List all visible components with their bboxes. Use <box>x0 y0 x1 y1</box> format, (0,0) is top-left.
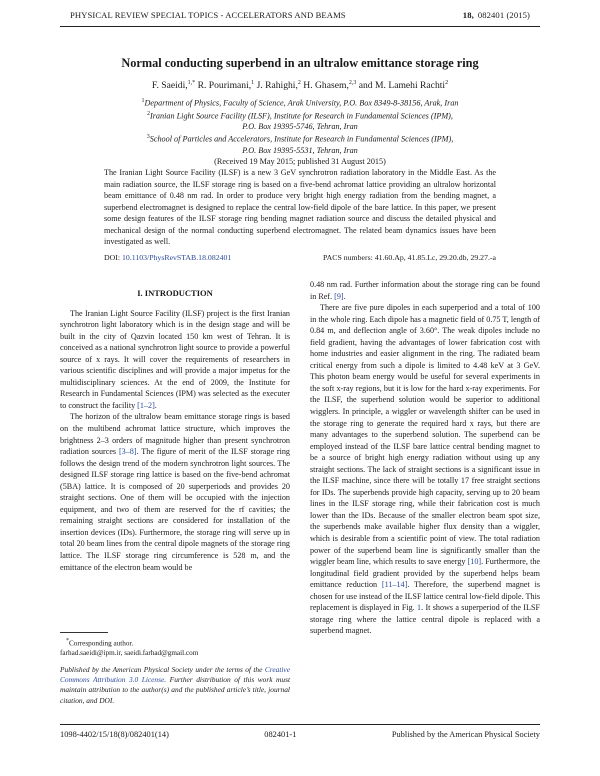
journal-name: PHYSICAL REVIEW SPECIAL TOPICS - ACCELERATORS AND BEAMS <box>70 10 346 20</box>
issn-code: 1098-4402/15/18(8)/082401(14) <box>60 730 169 739</box>
header-divider <box>60 26 540 27</box>
figure-link[interactable]: 1 <box>417 603 422 613</box>
citation-link[interactable]: [1–2] <box>137 400 155 410</box>
license-notice: Published by the American Physical Society under the terms of the Creative Commons Attribution 3.0 License. Further distribution of this work must maintain attribution to the author(s) and the published article’s title, journal citation, and DOI. <box>60 665 291 705</box>
citation-link[interactable]: [10] <box>467 557 482 567</box>
author-affil-mark: 1 <box>251 80 255 86</box>
author-name: J. Rahighi, <box>256 80 298 92</box>
abstract: The Iranian Light Source Facility (ILSF) is a new 3 GeV synchrotron radiation laboratory in the Middle East. As the main radiation source, the ILSF storage ring is based on a five-bend achromat lattice providing an ultralow horizontal beam emittance of 0.48 nm rad. In order to produce very bright high energy radiation from the bending magnet, a superbend electromagnet is designed to replace the central low-field dipole of the bare lattice. In this paper, we present some design features of the ILSF storage ring bending magnet radiation source and discuss the detailed physical and mechanical design of the normal conducting superbend electromagnet. The related beam dynamics issues have been investigated as well. <box>104 168 496 246</box>
doi-link[interactable]: 10.1103/PhysRevSTAB.18.082401 <box>121 253 232 262</box>
right-column <box>310 279 540 637</box>
section-heading: I. INTRODUCTION <box>137 288 213 298</box>
volume-info <box>463 10 530 20</box>
affiliations <box>60 96 540 167</box>
running-header <box>70 10 530 20</box>
author-affil-mark: 2,3 <box>348 80 357 86</box>
author-affil-mark: 1,* <box>187 80 196 86</box>
paragraph: The horizon of the ultralow beam emittance storage rings is based on the multibend achromat lattice structure, which improves the brightness 2–3 orders of magnitude higher than present synchrotron radiation sources [3–8]. The figure of merit of the ILSF storage ring follows the design trend of the modern synchrotron light sources. The designed ILSF storage ring lattice is based on the five-bend achromat (5BA) lattice. It is composed of 20 superperiods and provides 20 straight sections. One of them will be occupied with the injection equipment, and two of them are reserved for the rf cavities; the remaining straight sections are considered for installation of the insertion devices (IDs). Furthermore, the storage ring will serve up in total 20 beam lines from the central dipole magnets of the storage ring lattice. The ILSF storage ring circumference is 528 m, and the emittance of the electron beam would be <box>60 412 290 572</box>
citation-link[interactable]: [11–14] <box>381 580 408 590</box>
page-number: 082401-1 <box>264 730 297 739</box>
doi-line <box>104 253 496 262</box>
author-name: and M. Lamehi Rachti <box>358 80 446 92</box>
author-affil-mark: 2 <box>445 80 449 86</box>
page-footer <box>60 730 540 739</box>
pacs-numbers: PACS numbers: 41.60.Ap, 41.85.Lc, 29.20.db, 29.27.-a <box>323 253 496 262</box>
author-name: H. Ghasem, <box>303 80 349 92</box>
citation-link[interactable]: [9] <box>334 291 344 301</box>
footnote <box>60 636 290 658</box>
author-name: R. Pourimani, <box>197 80 252 92</box>
left-column <box>60 283 290 573</box>
paragraph: 0.48 nm rad. Further information about the storage ring can be found in Ref. [9]. <box>310 280 540 301</box>
affiliation-3-address: P.O. Box 19395-5531, Tehran, Iran <box>242 146 358 156</box>
affiliation-3: $^3$School of Particles and Accelerators, Institute for Research in Fundamental Sciences (IPM), <box>146 134 454 145</box>
article-number: 082401 (2015) <box>477 10 530 20</box>
citation-link[interactable]: [3–8] <box>118 447 137 457</box>
doi-label: DOI: <box>104 253 121 262</box>
author-affil-mark: 2 <box>297 80 301 86</box>
volume-number: 18, <box>462 10 474 20</box>
footer-divider <box>60 724 540 725</box>
author-name: F. Saeidi, <box>151 80 188 92</box>
paper-title: Normal conducting superbend in an ultralow emittance storage ring <box>121 56 479 70</box>
received-date: (Received 19 May 2015; published 31 August 2015) <box>214 157 386 167</box>
license-link[interactable]: Creative Commons Attribution 3.0 License <box>60 665 290 685</box>
publisher-line: Published by the American Physical Society <box>391 730 540 739</box>
author-list <box>60 80 540 91</box>
affiliation-2-address: P.O. Box 19395-5746, Tehran, Iran <box>242 122 358 132</box>
footnote-emails: farhad.saeidi@ipm.ir, saeidi.farhad@gmail.com <box>60 649 199 658</box>
footnote-divider <box>60 632 108 633</box>
affiliation-2: $^2$Iranian Light Source Facility (ILSF), Institute for Research in Fundamental Sciences (IPM), <box>147 110 453 121</box>
paragraph: The Iranian Light Source Facility (ILSF) project is the first Iranian synchrotron light laboratory which is in the design stage and will be built in the city of Qazvin located 150 km west of Tehran. It is conceived as a national synchrotron light source to provide a powerful source of x rays. It will cover the requirements of researchers in various scientific disciplines and will provide a major impetus for the multidisciplinary sciences. At the end of 2009, the Institute for Research in Fundamental Sciences (IPM) was selected as the executer to construct the facility [1–2]. <box>60 308 290 410</box>
affiliation-1: $^1$Department of Physics, Faculty of Science, Arak University, P.O. Box 8349-8-38156, Arak, Iran <box>141 98 459 108</box>
doi <box>104 253 231 262</box>
footnote-mark: * <box>66 638 69 644</box>
paragraph: There are five pure dipoles in each superperiod and a total of 100 in the whole ring. Each dipole has a magnetic field of 0.75 T, length of 0.84 m, and deflection angle of 3.60°. The weak dipoles include no field gradient, having the advantages of lower fabrication cost with home industries and easier alignment in the ring. The radiated beam critical energy from such a dipole is limited to 4.48 keV at 3 GeV. This photon beam energy would be useful for several experiments in the soft x-ray regions, but it is low for the hard x-ray experiments. For the ILSF, the superbend solution would be superior to additional wigglers. In principle, a wiggler or wavelength shifter can be used in the storage ring to generate the required hard x rays, but there are many advantages to the superbend solution. The superbend can be employed instead of the ILSF bare lattice central bending magnet to be a source of bright high energy radiation without using up any straight sections. The lack of straight sections is a significant issue in the ILSF machine, since there will be totally 17 free straight sections for IDs. The superbends provide high capacity, serving up to 20 beam lines in the ILSF storage ring, while their fabrication cost is much lower than the IDs. Because of the smaller electron beam spot size, the superbends make available higher flux density than a wiggler, which is desirable from a scientific point of view. The total radiation power of the superbend beam line is significantly smaller than the wiggler beam line, which results to save energy [10]. Furthermore, the longitudinal field gradient provided by the superbend helps beam emittance reduction [11–14]. Therefore, the superbend magnet is chosen for use instead of the ILSF lattice central low-field dipole. This replacement is displayed in Fig. 1. It shows a superperiod of the ILSF storage ring where the lattice central dipole is replaced with a superbend magnet. <box>310 303 541 636</box>
footnote-label: Corresponding author. <box>69 639 134 648</box>
